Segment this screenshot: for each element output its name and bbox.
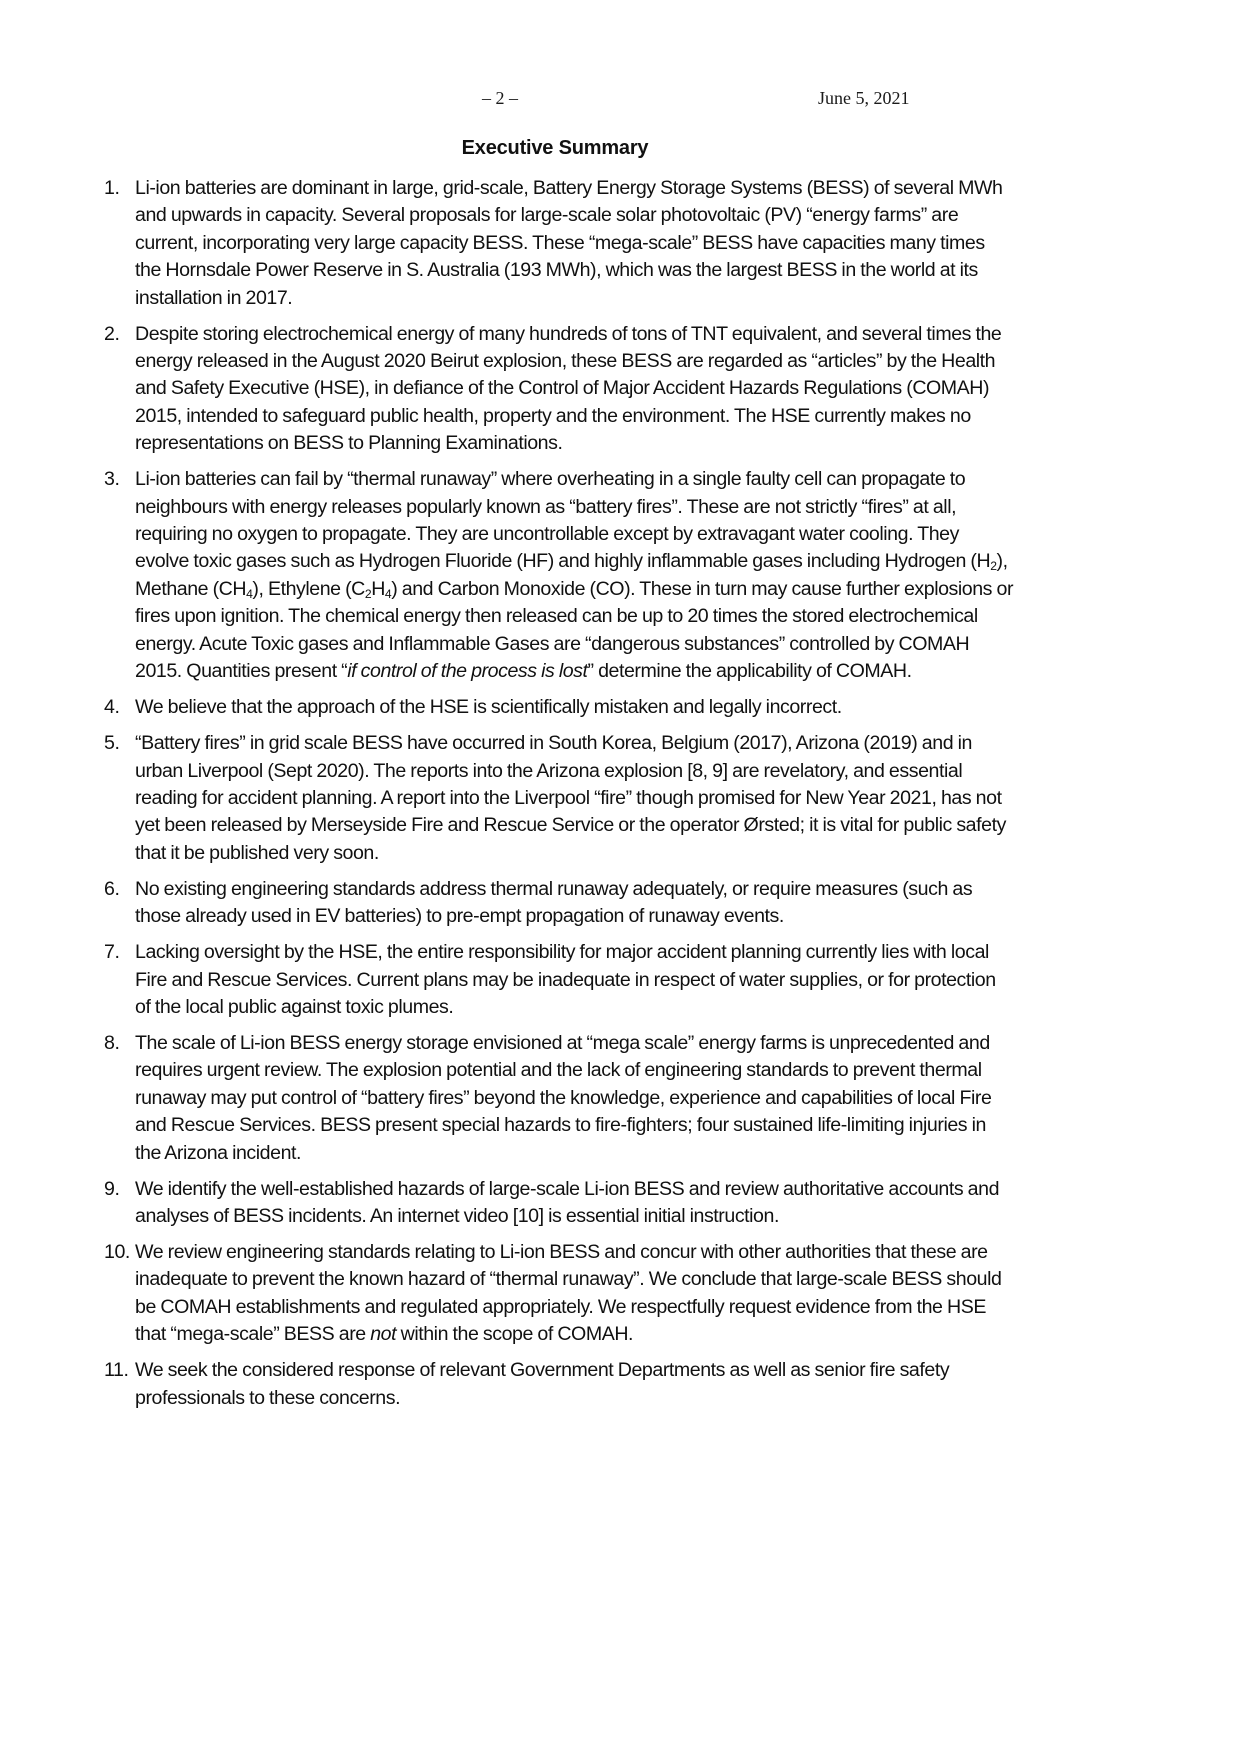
summary-item-3 <box>104 466 1014 685</box>
item-text: We identify the well-established hazards of large-scale Li-ion BESS and review authoritative accounts and analyses of BESS incidents. An internet video [10] is essential initial instruction. <box>135 1177 1000 1227</box>
italic-quote: if control of the process is lost <box>347 660 588 683</box>
document-date: June 5, 2021 <box>818 88 910 108</box>
item-number: 2. <box>104 322 120 345</box>
summary-item-7 <box>104 939 1014 1021</box>
summary-item-5 <box>104 730 1014 867</box>
text-segment: ” determine the applicability of COMAH. <box>587 660 912 683</box>
summary-item-8 <box>104 1030 1014 1167</box>
text-segment: Li-ion batteries can fail by “thermal runaway” where overheating in a single faulty cell can propagate to neighbours with energy releases popularly known as “battery fires”. These are not strictly “fires” at all, requiring no oxygen to propagate. They are uncontrollable except by extravagant water cooling. They evolve toxic gases such as Hydrogen Fluoride (HF) and highly inflammable gases including Hydrogen (H <box>135 468 991 573</box>
item-text <box>135 1239 1014 1349</box>
item-text: No existing engineering standards address thermal runaway adequately, or require measures (such as those already used in EV batteries) to pre-empt propagation of runaway events. <box>135 877 973 928</box>
summary-item-9 <box>104 1176 1014 1231</box>
item-text <box>135 466 1014 685</box>
item-number: 10. <box>104 1240 130 1263</box>
item-number: 5. <box>104 732 120 755</box>
item-number: 9. <box>104 1177 120 1200</box>
summary-item-10 <box>104 1239 1014 1349</box>
subscript: 2 <box>364 586 372 601</box>
page-number: – 2 – <box>482 88 518 108</box>
text-segment: within the scope of COMAH. <box>396 1323 634 1346</box>
italic-emphasis: not <box>370 1323 397 1346</box>
subscript: 4 <box>246 586 253 601</box>
item-text: Li-ion batteries are dominant in large, grid-scale, Battery Energy Storage Systems (BESS) of several MWh and upwards in capacity. Several proposals for large-scale solar photovoltaic (PV) “energy farms” are current, incorporating very large capacity BESS. These “mega-scale” BESS have capacities many times the Hornsdale Power Reserve in S. Australia (193 MWh), which was the largest BESS in the world at its installation in 2017. <box>135 177 1003 309</box>
item-number: 7. <box>104 941 120 964</box>
text-segment: ), Ethylene (C <box>252 577 365 600</box>
summary-item-4 <box>104 694 1014 721</box>
subscript: 2 <box>990 559 997 574</box>
page-header <box>0 88 1240 114</box>
item-text: Lacking oversight by the HSE, the entire responsibility for major accident planning currently lies with local Fire and Rescue Services. Current plans may be inadequate in respect of water supplies, or for protection of the local public against toxic plumes. <box>135 941 996 1018</box>
text-segment: We review engineering standards relating to Li-ion BESS and concur with other authorities that these are inadequate to prevent the known hazard of “thermal runaway”. We conclude that large-scale BESS should be COMAH establishments and regulated appropriately. We respectfully request evidence from the HSE that “mega-scale” BESS are <box>135 1240 1002 1346</box>
summary-item-11 <box>104 1357 1014 1412</box>
summary-item-2 <box>104 321 1014 458</box>
item-text: The scale of Li-ion BESS energy storage envisioned at “mega scale” energy farms is unprecedented and requires urgent review. The explosion potential and the lack of engineering standards to prevent thermal runaway may put control of “battery fires” beyond the knowledge, experience and capabilities of local Fire and Rescue Services. BESS present special hazards to fire-fighters; four sustained life-limiting injuries in the Arizona incident. <box>135 1031 992 1164</box>
item-number: 8. <box>104 1031 120 1054</box>
item-number: 3. <box>104 468 120 491</box>
subscript: 4 <box>384 586 392 601</box>
item-number: 4. <box>104 696 120 719</box>
item-number: 11. <box>104 1359 129 1382</box>
text-segment: H <box>371 577 385 600</box>
item-text: Despite storing electrochemical energy of many hundreds of tons of TNT equivalent, and several times the energy released in the August 2020 Beirut explosion, these BESS are regarded as “articles” by the Health and Safety Executive (HSE), in defiance of the Control of Major Accident Hazards Regulations (COMAH) 2015, intended to safeguard public health, property and the environment. The HSE currently makes no representations on BESS to Planning Examinations. <box>135 322 1002 455</box>
executive-summary-list <box>104 175 1014 1421</box>
item-number: 6. <box>104 877 120 900</box>
section-title: Executive Summary <box>461 137 649 159</box>
text-segment: ), Methane (CH <box>135 550 1008 600</box>
item-text: We seek the considered response of relevant Government Departments as well as senior fire safety professionals to these concerns. <box>135 1359 950 1409</box>
summary-item-1 <box>104 175 1014 312</box>
item-text: We believe that the approach of the HSE is scientifically mistaken and legally incorrect. <box>135 696 842 719</box>
item-number: 1. <box>104 177 120 199</box>
text-segment: ) and Carbon Monoxide (CO). These in turn may cause further explosions or fires upon ignition. The chemical energy then released can be up to 20 times the stored electrochemical energy. Acute Toxic gases and Inflammable Gases are “dangerous substances” controlled by COMAH 2015. Quantities present “ <box>135 577 1014 683</box>
item-text: “Battery fires” in grid scale BESS have occurred in South Korea, Belgium (2017), Arizona (2019) and in urban Liverpool (Sept 2020). The reports into the Arizona explosion [8, 9] are revelatory, and essential reading for accident planning. A report into the Liverpool “fire” though promised for New Year 2021, has not yet been released by Merseyside Fire and Rescue Service or the operator Ørsted; it is vital for public safety that it be published very soon. <box>135 732 1006 864</box>
summary-item-6 <box>104 876 1014 931</box>
